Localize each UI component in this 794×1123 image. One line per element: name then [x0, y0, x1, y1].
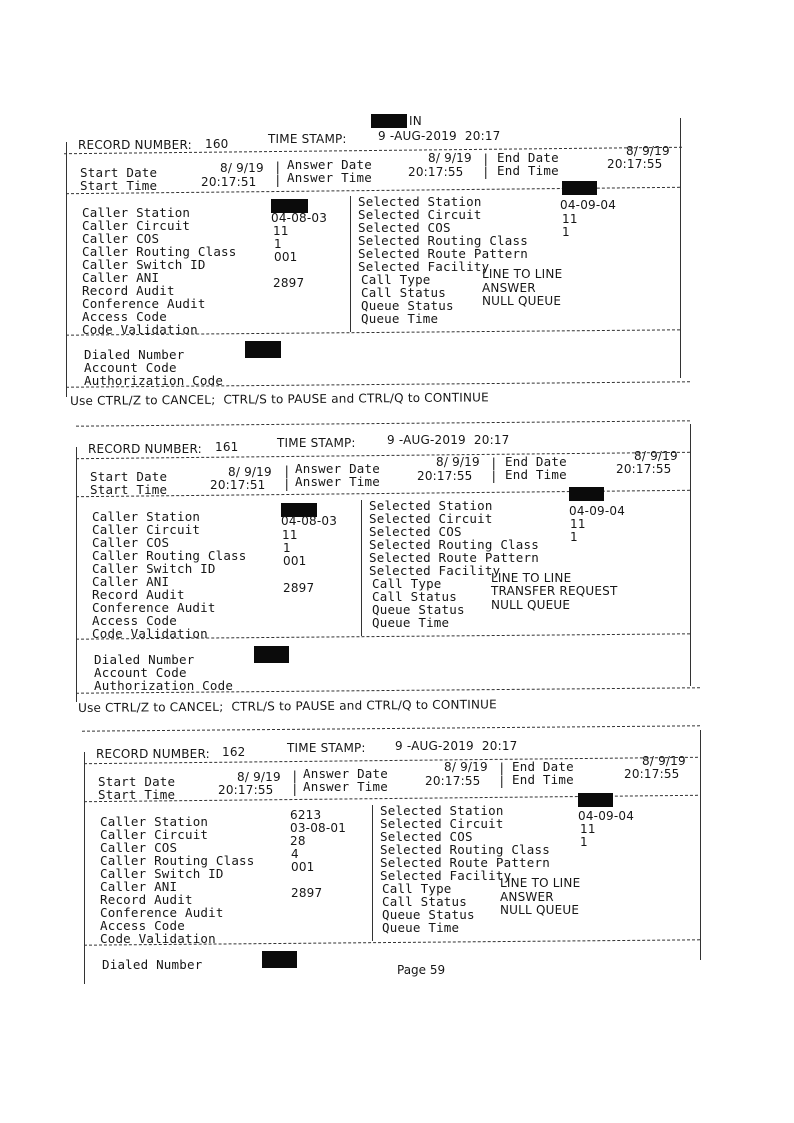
caller-cos-label: Caller COS	[92, 535, 170, 550]
authorization-code-label: Authorization Code	[84, 373, 224, 388]
caller-station: 6213	[290, 808, 322, 822]
caller-cos: 11	[273, 224, 289, 238]
dialed-number-label: Dialed Number	[102, 957, 203, 972]
start-time: 20:17:51	[210, 478, 266, 492]
end-date: 8/ 9/19	[634, 449, 678, 463]
end-date-label: End Date	[512, 759, 574, 774]
answer-time: 20:17:55	[417, 469, 473, 483]
sel-routing: 1	[570, 530, 578, 544]
sel-routing: 1	[580, 835, 588, 849]
code-validation-label: Code Validation	[82, 322, 198, 337]
caller-switch: 001	[274, 250, 298, 264]
redaction-bar	[569, 487, 604, 501]
border	[700, 730, 701, 960]
caller-cos-label: Caller COS	[82, 231, 160, 246]
separator: |	[482, 151, 490, 166]
caller-switch-label: Caller Switch ID	[100, 866, 224, 881]
answer-date: 8/ 9/19	[428, 151, 472, 165]
answer-time-label: Answer Time	[303, 779, 388, 794]
timestamp: 9 -AUG-2019 20:17	[387, 433, 510, 447]
caller-circuit-label: Caller Circuit	[92, 522, 201, 537]
queue-time-label: Queue Time	[382, 920, 460, 935]
sel-station-label: Selected Station	[380, 803, 504, 818]
sel-circuit: 04-09-04	[569, 504, 626, 518]
caller-switch: 001	[283, 554, 307, 568]
access-code-label: Access Code	[82, 309, 167, 324]
column-divider	[361, 500, 362, 636]
caller-routing: 1	[274, 237, 282, 251]
sel-circuit-label: Selected Circuit	[380, 816, 504, 831]
answer-date: 8/ 9/19	[436, 455, 480, 469]
call-type: LINE TO LINE	[482, 267, 563, 281]
redaction-bar	[578, 793, 613, 807]
redaction-bar	[245, 341, 281, 358]
separator: |	[291, 781, 299, 796]
answer-time-label: Answer Time	[287, 170, 372, 185]
timestamp-label: TIME STAMP:	[277, 436, 356, 450]
separator: |	[498, 760, 506, 775]
timestamp-label: TIME STAMP:	[287, 741, 366, 755]
code-validation-label: Code Validation	[100, 931, 216, 946]
record-audit-label: Record Audit	[82, 283, 175, 298]
caller-circuit-label: Caller Circuit	[82, 218, 191, 233]
call-status: TRANSFER REQUEST	[491, 584, 618, 598]
separator: |	[274, 159, 282, 174]
queue-status: NULL QUEUE	[482, 294, 562, 308]
queue-status: NULL QUEUE	[500, 903, 580, 917]
caller-ani-label: Caller ANI	[92, 574, 170, 589]
queue-status-label: Queue Status	[382, 907, 475, 922]
start-date-label: Start Date	[90, 469, 168, 484]
record-number-label: RECORD NUMBER:	[78, 138, 192, 152]
answer-time: 20:17:55	[425, 774, 481, 788]
sel-route-pattern-label: Selected Route Pattern	[369, 550, 539, 565]
record-number-label: RECORD NUMBER:	[88, 442, 202, 456]
caller-cos: 11	[282, 528, 298, 542]
caller-routing: 1	[283, 541, 291, 555]
sel-circuit-label: Selected Circuit	[358, 207, 482, 222]
caller-ani: 2897	[291, 886, 323, 900]
caller-switch-label: Caller Switch ID	[92, 561, 216, 576]
call-type: LINE TO LINE	[491, 571, 572, 585]
start-date: 8/ 9/19	[228, 465, 272, 479]
sel-route-pattern-label: Selected Route Pattern	[358, 246, 528, 261]
conference-audit-label: Conference Audit	[92, 600, 216, 615]
caller-ani-label: Caller ANI	[82, 270, 160, 285]
sel-cos-label: Selected COS	[369, 524, 462, 539]
start-time: 20:17:51	[201, 175, 257, 189]
sel-routing-label: Selected Routing Class	[380, 842, 550, 857]
record-number: 160	[205, 137, 229, 151]
column-divider	[350, 196, 351, 332]
sel-routing-label: Selected Routing Class	[369, 537, 539, 552]
caller-station-label: Caller Station	[82, 205, 191, 220]
queue-time-label: Queue Time	[361, 311, 439, 326]
start-date-label: Start Date	[98, 774, 176, 789]
start-time: 20:17:55	[218, 783, 274, 797]
caller-station-label: Caller Station	[92, 509, 201, 524]
sel-cos-label: Selected COS	[358, 220, 451, 235]
call-status-label: Call Status	[382, 894, 467, 909]
border	[680, 118, 681, 378]
separator: |	[291, 768, 299, 783]
end-time: 20:17:55	[624, 767, 680, 781]
timestamp: 9 -AUG-2019 20:17	[395, 739, 518, 753]
dialed-number-label: Dialed Number	[84, 347, 185, 362]
call-status-label: Call Status	[361, 285, 446, 300]
sel-circuit-label: Selected Circuit	[369, 511, 493, 526]
caller-ani-label: Caller ANI	[100, 879, 178, 894]
caller-routing: 4	[291, 847, 299, 861]
timestamp: 9 -AUG-2019 20:17	[378, 129, 501, 143]
start-date-label: Start Date	[80, 165, 158, 180]
access-code-label: Access Code	[92, 613, 177, 628]
call-type: LINE TO LINE	[500, 876, 581, 890]
record-audit-label: Record Audit	[100, 892, 193, 907]
sel-route-pattern-label: Selected Route Pattern	[380, 855, 550, 870]
end-time-label: End Time	[505, 467, 567, 482]
sel-cos: 11	[580, 822, 596, 836]
caller-switch: 001	[291, 860, 315, 874]
sel-facility-label: Selected Facility	[358, 259, 490, 274]
account-code-label: Account Code	[84, 360, 177, 375]
redaction-bar	[371, 114, 407, 128]
sel-routing-label: Selected Routing Class	[358, 233, 528, 248]
caller-switch-label: Caller Switch ID	[82, 257, 206, 272]
divider	[82, 725, 700, 731]
conference-audit-label: Conference Audit	[100, 905, 224, 920]
page-number: Page 59	[397, 963, 446, 977]
answer-time-label: Answer Time	[295, 474, 380, 489]
column-divider	[372, 805, 373, 941]
caller-circuit-label: Caller Circuit	[100, 827, 209, 842]
separator: |	[490, 455, 498, 470]
end-date: 8/ 9/19	[626, 144, 670, 158]
end-date-label: End Date	[497, 150, 559, 165]
separator: |	[490, 468, 498, 483]
separator: |	[482, 164, 490, 179]
call-type-label: Call Type	[361, 272, 431, 287]
account-code-label: Account Code	[94, 665, 187, 680]
sel-circuit: 04-09-04	[578, 809, 635, 823]
separator: |	[283, 463, 291, 478]
queue-status-label: Queue Status	[361, 298, 454, 313]
separator: |	[498, 773, 506, 788]
end-date: 8/ 9/19	[642, 754, 686, 768]
answer-date-label: Answer Date	[303, 766, 388, 781]
end-time-label: End Time	[512, 772, 574, 787]
sel-cos: 11	[570, 517, 586, 531]
footer-instructions: Use CTRL/Z to CANCEL; CTRL/S to PAUSE and CTRL/Q to CONTINUE	[69, 390, 489, 408]
redaction-bar	[562, 181, 597, 195]
end-date-label: End Date	[505, 454, 567, 469]
border	[66, 142, 67, 397]
redaction-bar	[254, 646, 289, 663]
access-code-label: Access Code	[100, 918, 185, 933]
border	[690, 424, 691, 686]
caller-ani: 2897	[283, 581, 315, 595]
end-time: 20:17:55	[616, 462, 672, 476]
sel-facility-label: Selected Facility	[369, 563, 501, 578]
call-status: ANSWER	[500, 890, 554, 904]
caller-routing-label: Caller Routing Class	[82, 244, 237, 259]
caller-station-label: Caller Station	[100, 814, 209, 829]
border	[76, 447, 77, 702]
answer-date-label: Answer Date	[295, 461, 380, 476]
caller-cos: 28	[290, 834, 306, 848]
sel-cos-label: Selected COS	[380, 829, 473, 844]
call-type-label: Call Type	[382, 881, 452, 896]
caller-circuit: 04-08-03	[271, 211, 328, 225]
caller-routing-label: Caller Routing Class	[92, 548, 247, 563]
start-time-label: Start Time	[98, 787, 176, 802]
header-fragment: IN	[409, 114, 422, 128]
start-date: 8/ 9/19	[220, 161, 264, 175]
answer-date: 8/ 9/19	[444, 760, 488, 774]
queue-status: NULL QUEUE	[491, 598, 571, 612]
start-time-label: Start Time	[90, 482, 168, 497]
sel-facility-label: Selected Facility	[380, 868, 512, 883]
footer-instructions: Use CTRL/Z to CANCEL; CTRL/S to PAUSE and CTRL/Q to CONTINUE	[77, 697, 497, 715]
record-number: 161	[215, 440, 239, 454]
call-type-label: Call Type	[372, 576, 442, 591]
queue-status-label: Queue Status	[372, 602, 465, 617]
conference-audit-label: Conference Audit	[82, 296, 206, 311]
separator: |	[274, 172, 282, 187]
end-time: 20:17:55	[607, 157, 663, 171]
queue-time-label: Queue Time	[372, 615, 450, 630]
timestamp-label: TIME STAMP:	[268, 132, 347, 146]
sel-cos: 11	[562, 212, 578, 226]
sel-station-label: Selected Station	[358, 194, 482, 209]
sel-routing: 1	[562, 225, 570, 239]
authorization-code-label: Authorization Code	[94, 678, 234, 693]
caller-ani: 2897	[273, 276, 305, 290]
record-audit-label: Record Audit	[92, 587, 185, 602]
caller-circuit: 03-08-01	[290, 821, 347, 835]
caller-routing-label: Caller Routing Class	[100, 853, 255, 868]
sel-station-label: Selected Station	[369, 498, 493, 513]
start-time-label: Start Time	[80, 178, 158, 193]
divider	[76, 420, 690, 426]
caller-circuit: 04-08-03	[281, 514, 338, 528]
redaction-bar	[262, 951, 297, 968]
code-validation-label: Code Validation	[92, 626, 208, 641]
record-number: 162	[222, 745, 246, 759]
separator: |	[283, 476, 291, 491]
sel-circuit: 04-09-04	[560, 198, 617, 212]
record-number-label: RECORD NUMBER:	[96, 747, 210, 761]
answer-time: 20:17:55	[408, 165, 464, 179]
answer-date-label: Answer Date	[287, 157, 372, 172]
end-time-label: End Time	[497, 163, 559, 178]
call-status-label: Call Status	[372, 589, 457, 604]
caller-cos-label: Caller COS	[100, 840, 178, 855]
call-status: ANSWER	[482, 281, 536, 295]
start-date: 8/ 9/19	[237, 770, 281, 784]
border	[84, 752, 85, 984]
dialed-number-label: Dialed Number	[94, 652, 195, 667]
